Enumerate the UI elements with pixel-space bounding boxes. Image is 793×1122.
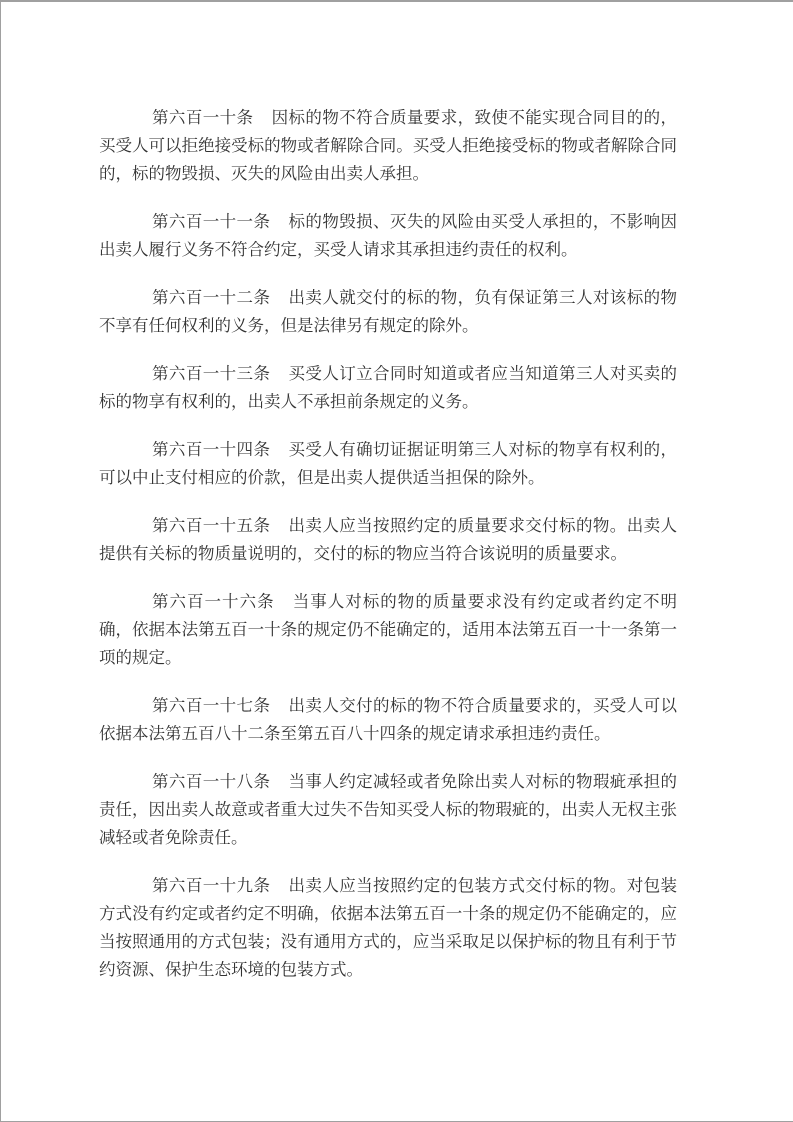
article-paragraph — [99, 768, 677, 852]
article-body: 出卖人交付的标的物不符合质量要求的，买受人可以依据本法第五百八十二条至第五百八十四条的规定请求承担违约责任。 — [99, 696, 678, 743]
article-paragraph — [99, 872, 677, 984]
article-number: 第六百一十三条 — [152, 364, 271, 383]
article-paragraph — [99, 360, 677, 416]
article-body: 因标的物不符合质量要求，致使不能实现合同目的的，买受人可以拒绝接受标的物或者解除合同。买受人拒绝接受标的物或者解除合同的，标的物毁损、灭失的风险由出卖人承担。 — [99, 108, 678, 183]
article-number: 第六百一十五条 — [152, 516, 271, 535]
article-body: 买受人订立合同时知道或者应当知道第三人对买卖的标的物享有权利的，出卖人不承担前条规定的义务。 — [99, 364, 678, 411]
article-paragraph — [99, 512, 677, 568]
article-body: 当事人约定减轻或者免除出卖人对标的物瑕疵承担的责任，因出卖人故意或者重大过失不告知买受人标的物瑕疵的，出卖人无权主张减轻或者免除责任。 — [99, 772, 678, 847]
article-number: 第六百一十条 — [152, 108, 254, 127]
article-body: 当事人对标的物的质量要求没有约定或者约定不明确，依据本法第五百一十条的规定仍不能确定的，适用本法第五百一十一条第一项的规定。 — [99, 592, 678, 667]
article-paragraph — [99, 588, 677, 672]
article-paragraph — [99, 436, 677, 492]
article-number: 第六百一十一条 — [152, 212, 271, 231]
article-paragraph — [99, 104, 677, 188]
article-number: 第六百一十九条 — [152, 876, 271, 895]
article-body: 买受人有确切证据证明第三人对标的物享有权利的，可以中止支付相应的价款，但是出卖人提供适当担保的除外。 — [99, 440, 678, 487]
article-paragraph — [99, 692, 677, 748]
article-body: 出卖人应当按照约定的包装方式交付标的物。对包装方式没有约定或者约定不明确，依据本法第五百一十条的规定仍不能确定的，应当按照通用的方式包装；没有通用方式的，应当采取足以保护标的物且有利于节约资源、保护生态环境的包装方式。 — [99, 876, 678, 979]
article-body: 出卖人就交付的标的物，负有保证第三人对该标的物不享有任何权利的义务，但是法律另有规定的除外。 — [99, 288, 678, 335]
article-number: 第六百一十四条 — [152, 440, 271, 459]
article-paragraph — [99, 208, 677, 264]
document-content — [99, 104, 677, 984]
article-paragraph — [99, 284, 677, 340]
article-number: 第六百一十八条 — [152, 772, 271, 791]
article-number: 第六百一十七条 — [152, 696, 271, 715]
article-number: 第六百一十二条 — [152, 288, 271, 307]
article-body: 出卖人应当按照约定的质量要求交付标的物。出卖人提供有关标的物质量说明的，交付的标的物应当符合该说明的质量要求。 — [99, 516, 678, 563]
article-number: 第六百一十六条 — [152, 592, 275, 611]
article-body: 标的物毁损、灭失的风险由买受人承担的，不影响因出卖人履行义务不符合约定，买受人请求其承担违约责任的权利。 — [99, 212, 678, 259]
